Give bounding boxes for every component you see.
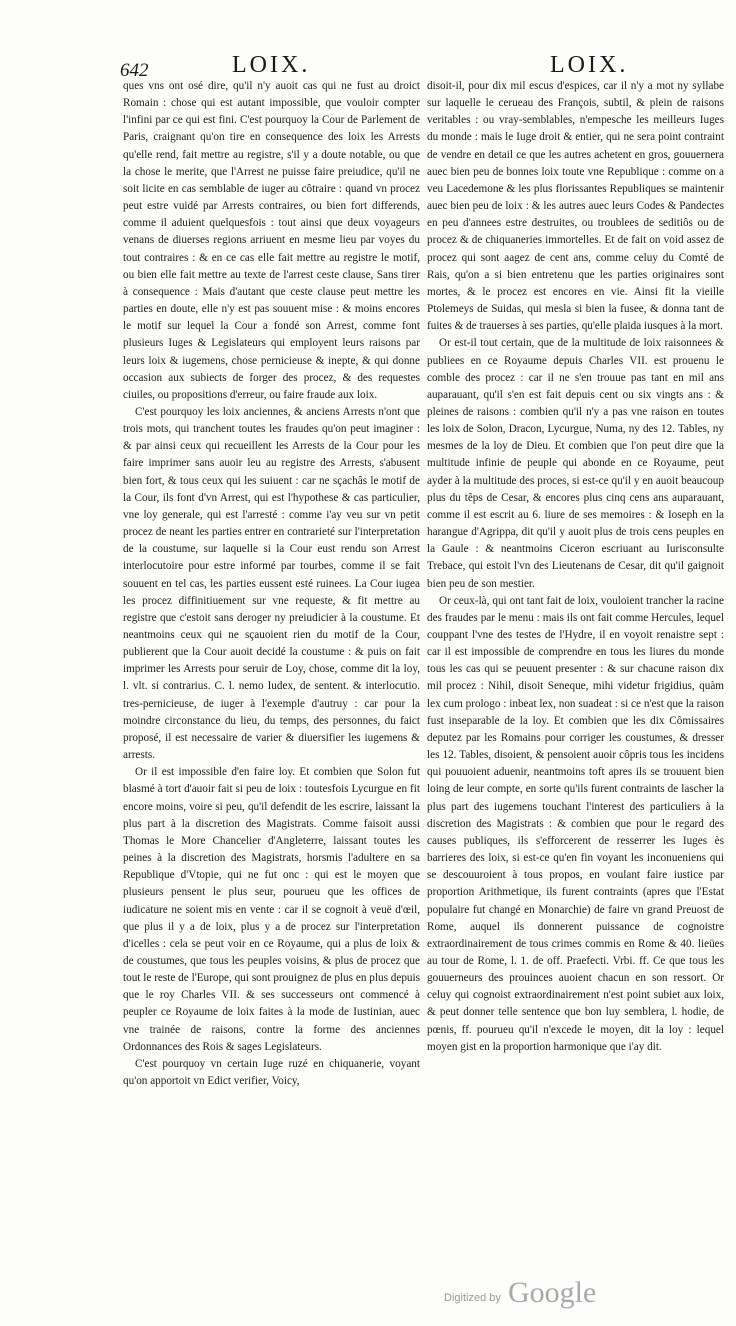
digitized-watermark [444, 1276, 634, 1316]
paragraph: C'est pourquoy vn certain Iuge ruzé en chiquanerie, voyant qu'on apportoit vn Edict verifier, Voicy, [123, 1057, 420, 1088]
paragraph: disoit-il, pour dix mil escus d'espices, car il n'y a mot ny syllabe sur laquelle le cerueau des François, subtil, & plein de raisons veritables : ou vray-semblables, n'empesche les meilleurs Iuges du monde : mais le Iuge droit & entier, qui ne sera point contraint de vendre en detail ce que les autres achetent en gros, gouuernera auec bien peu de bonnes loix toute vne Republique : comme on a veu Lacedemone & les plus florissantes Republiques se maintenir auec bien peu de loix : & les autres auec leurs Codes & Pandectes en peu d'annees estre destruites, ou troublees de seditiôs ou de procez & de chiquaneries immortelles. Et de fait on void assez de procez qui sont aagez de cent ans, comme celuy du Comté de Rais, qu'on a si bien entretenu que les parties originaires sont mortes, & le procez est encores en vie. Ainsi fit la vieille Ptolemeys de Suidas, qui mesla si bien la fusee, & donna tant de fuites & de trauerses à ses parties, qu'elle plaida iusques à la mort. [427, 80, 724, 333]
paragraph: Or ceux-là, qui ont tant fait de loix, vouloient trancher la racine des fraudes par le menu : mais ils ont fait comme Hercules, lequel couppant l'vne des testes de l'Hydre, il en voyoit renaistre sept : car il est impossible de comprendre en tous les liures du monde tous les cas qui se peuuent presenter : & sur chacune raison dix mil procez : Nihil, disoit Seneque, mihi videtur frigidius, quàm lex cum prologo : inbeat lex, non suadeat : si ce n'est que la raison fust inseparable de la loy. Et combien que les dix Cômissaires deputez par les Romains pour corriger les coustumes, & dresser les 12. Tables, disoient, & pensoient auoir côpris tous les incidens qui pouuoient aduenir, neantmoins toft apres ils se trouuent bien loing de leur compte, en sorte qu'ils furent contraints de lascher la plus part des iugemens touchant l'interest des particuliers à la discretion des Magistrats : & combien que pour le regard des causes publiques, ils s'efforcerent de resserrer les Iuges ès barrieres des loix, si est-ce qu'en fin voyant les inconueniens qui se descouuroient à tous propos, en voulant faire iustice par proportion Arithmetique, ils furent contraints (apres que l'Estat populaire fut changé en Monarchie) de faire vn grand Preuost de Rome, auquel ils donnerent puissance de cognoistre extraordinairement de tous crimes commis en Rome & 40. lieües au tour de Rome, l. 1. de off. Praefecti. Vrbi. ff. Ce que tous les gouuerneurs des prouinces auoient chacun en son ressort. Or celuy qui cognoist extraordinairement n'est point subiet aux loix, & peut donner telle sentence que bon luy semblera, l. hodie, de pœnis, ff. pourueu qu'il n'excede le moyen, dit la loy : lequel moyen gist en la proportion harmonique que i'ay dit. [427, 594, 724, 1053]
paragraph: Or il est impossible d'en faire loy. Et combien que Solon fut blasmé à tort d'auoir fait si peu de loix : toutesfois Lycurgue en fit encore moins, voire si peu, qu'il defendit de les escrire, laissant la plus part à la discretion des Magistrats. Comme faisoit aussi Thomas le More Chancelier d'Angleterre, laissant toutes les peines à la discretion des Magistrats, horsmis l'adultere en sa Republique d'Vtopie, qui ne fut onc : qui est le moyen que plusieurs pensent le plus seur, pourueu que les offices de iudicature ne soient mis en vente : car il se cognoit à veuë d'œil, que plus il y a de loix, plus y a de procez sur l'interpretation d'icelles : cela se peut voir en ce Royaume, qui a plus de loix & de coustumes, que tous les peuples voisins, & plus de procez que tout le reste de l'Europe, qui sont prouignez de plus en plus depuis que le roy Charles VII. & ses successeurs ont commencé à peupler ce Royaume de loix faites à la mode de Iustinian, auec vne trainée de raisons, contre la forme des anciennes Ordonnances des Rois & sages Legislateurs. [123, 766, 420, 1053]
running-title-right: LOIX. [550, 52, 629, 78]
google-logo: Google [508, 1276, 597, 1309]
paragraph: ques vns ont osé dire, qu'il n'y auoit cas qui ne fust au droict Romain : chose qui est autant impossible, que vouloir compter l'infini par ce qui est fini. C'est pourquoy la Cour de Parlement de Paris, craignant qu'on tire en consequence des loix les Arrests qu'elle rend, fait mettre au registre, s'il y a doute notable, ou que la chose le merite, que l'Arrest ne puisse faire preiudice, qu'il ne soit licite en cas semblable de iuger au côtraire : quand vn procez peut estre vuidé par Arrests contraires, ou bien fort differends, comme il aduient quelquesfois : tout ainsi que deux voyageurs venans de diuerses regions arriuent en mesme lieu par voyes du tout contraires : & en ce cas elle fait mettre au registre le motif, ou bien elle fait mettre au texte de l'arrest ceste clause, Sans tirer à consequence : Mais d'autant que ceste clause peut mettre les parties en doute, elle n'y est pas souuent mise : & moins encores le motif sur lequel la Cour a fondé son Arrest, comme font plusieurs Iuges & Legislateurs qui employent leurs raisons par leurs loix & iugemens, chose pernicieuse & inepte, & qui donne occasion aux subiects de forger des procez, & des requestes ciuiles, ou propositions d'erreur, ou faire fraude aux loix. [123, 80, 420, 401]
right-column [427, 78, 724, 1056]
page-number: 642 [120, 60, 149, 81]
paragraph: Or est-il tout certain, que de la multitude de loix raisonnees & publiees en ce Royaume depuis Charles VII. est prouenu le comble des procez : car il ne s'en trouue pas tant en mil ans auparauant, qu'il s'en est fait depuis cent ou six vingts ans : & pleines de raisons : combien qu'il n'y a pas vne raison en toutes les loix de Solon, Dracon, Lycurgue, Numa, ny des 12. Tables, ny mesmes de la loy de Dieu. Et combien que l'on peut dire que la multitude infinie de peuple qui abonde en ce Royaume, peut ayder à la multitude des proces, si est-ce qu'il y en auoit beaucoup plus du têps de Cesar, & encores plus cinq cens ans auparauant, comme il est escrit au 6. liure de ses memoires : & Ioseph en la harangue d'Agrippa, dit qu'il y auoit plus de trois cens peuples en la Gaule : & neantmoins Ciceron escriuant au Iurisconsulte Trebace, qui estoit l'vn des Lieutenans de Cesar, dit qu'il gaignoit bien peu de son mestier. [427, 337, 724, 590]
watermark-prefix: Digitized by [444, 1292, 501, 1304]
left-column [123, 78, 420, 1090]
paragraph: C'est pourquoy les loix anciennes, & anciens Arrests n'ont que trois mots, qui tranchent toutes les fraudes qu'on peut imaginer : & par ainsi ceux qui recueillent les Arrests de la Cour pour les faire imprimer sans auoir leu au registre des Arrests, s'abusent bien fort, & tous ceux qui les suiuent : car ne sçachâs le motif de la Cour, ils font d'vn Arrest, qui est l'hypothese & cas particulier, vne loy generale, qui est l'arresté : comme i'ay veu sur vn petit procez de neant les parties entrer en contrarieté sur l'interpretation de la coustume, sur laquelle si la Cour eust rendu son Arrest interlocutoire pour estre informé par tourbes, comme il se fait souuent en tel cas, les parties eussent esté ruinees. La Cour iugea les procez diffinitiuement sur vne requeste, & fit mettre au registre que c'estoit sans deroger ny preiudicier à la coustume. Et neantmoins ceux qui ne sçauoient rien du motif de la Cour, publierent que la Cour auoit decidé la coustume : & puis on fait imprimer les Arrests pour seruir de Loy, chose, comme dit la loy, l. vlt. si contrarius. C. l. nemo Iudex, de sentent. & interlocutio. tres-pernicieuse, de iuger à l'exemple d'autruy : car pour la moindre circonstance du lieu, du temps, des personnes, du faict proposé, il est necessaire de varier & diuersifier les iugemens & arrests. [123, 405, 420, 762]
running-title-left: LOIX. [232, 52, 311, 78]
